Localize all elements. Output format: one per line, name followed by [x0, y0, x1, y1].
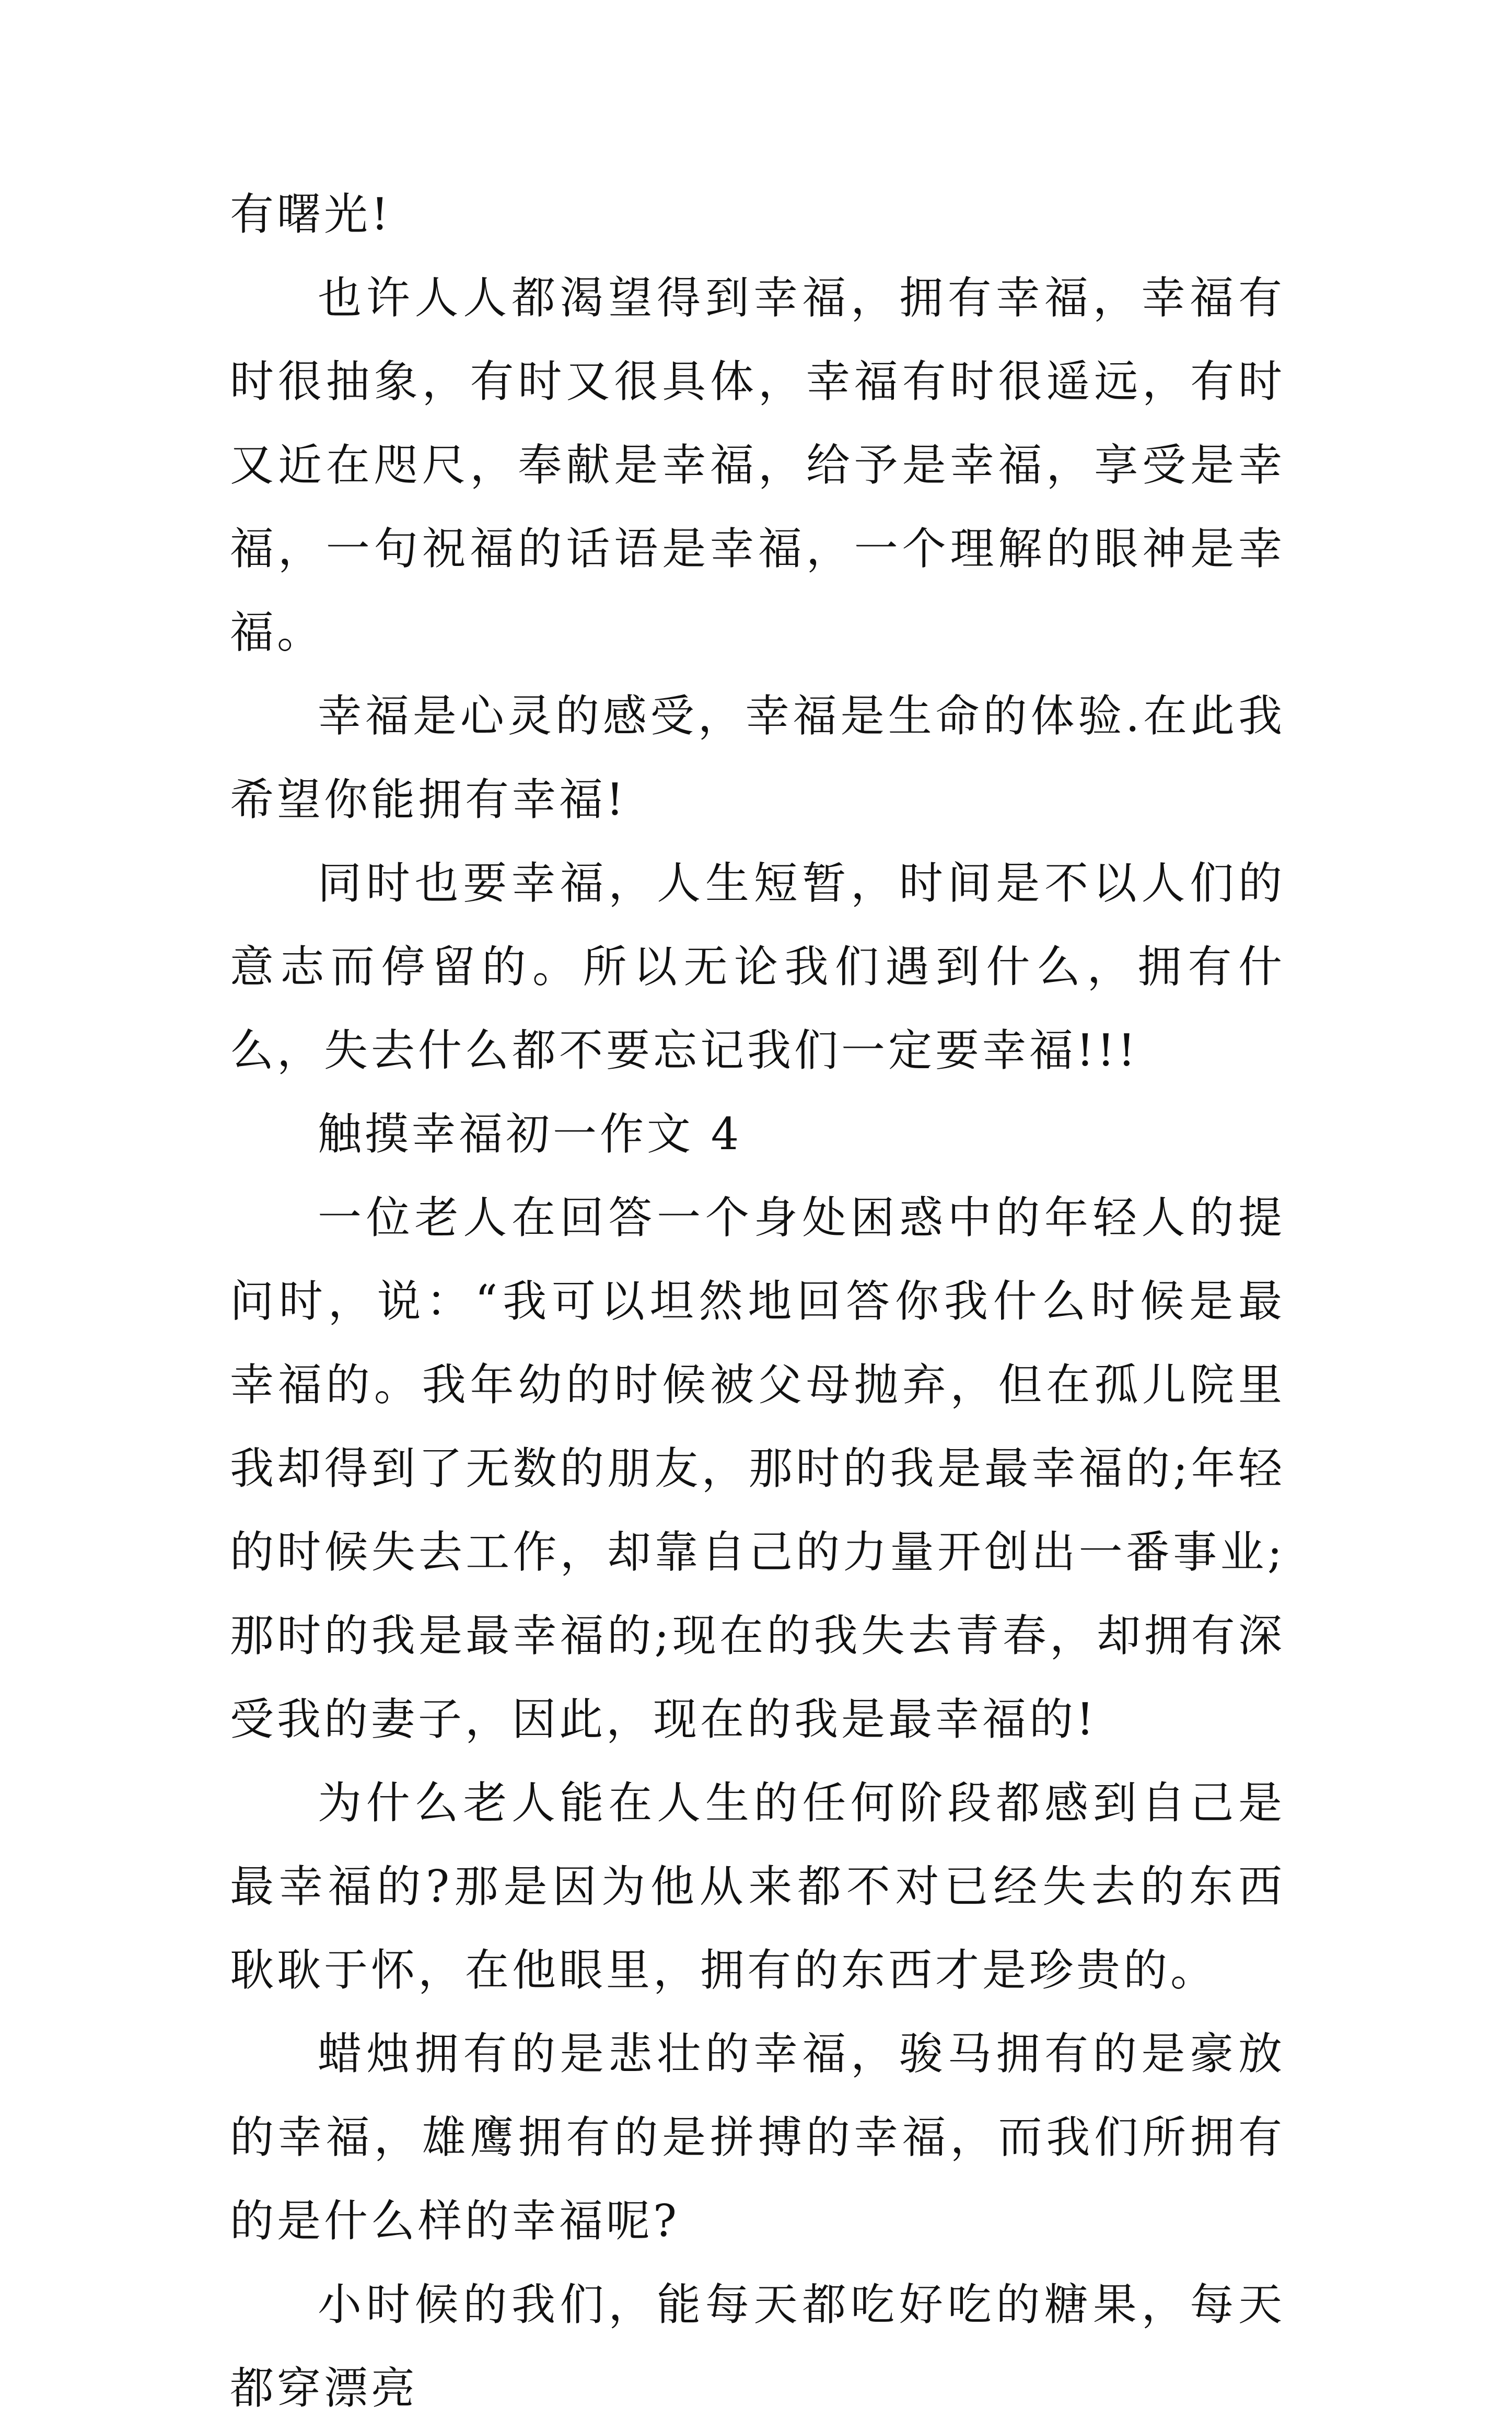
- paragraph: 幸福是心灵的感受，幸福是生命的体验.在此我希望你能拥有幸福!: [230, 690, 1285, 825]
- paragraph: 小时候的我们，能每天都吃好吃的糖果，每天都穿漂亮: [230, 2279, 1285, 2414]
- paragraph: 一位老人在回答一个身处困惑中的年轻人的提问时，说：“我可以坦然地回答你我什么时候是最幸福的。我年幼的时候被父母抛弃，但在孤儿院里我却得到了无数的朋友，那时的我是最幸福的;年轻的时候失去工作，却靠自己的力量开创出一番事业;那时的我是最幸福的;现在的我失去青春，却拥有深受我的妻子，因此，现在的我是最幸福的!: [230, 1192, 1285, 1745]
- paragraph: 蜡烛拥有的是悲壮的幸福，骏马拥有的是豪放的幸福，雄鹰拥有的是拼搏的幸福，而我们所拥有的是什么样的幸福呢?: [230, 2028, 1285, 2247]
- paragraph: 有曙光!: [230, 189, 392, 240]
- text-body: [230, 172, 1285, 2430]
- paragraph: 同时也要幸福，人生短暂，时间是不以人们的意志而停留的。所以无论我们遇到什么，拥有什么，失去什么都不要忘记我们一定要幸福!!!: [230, 858, 1285, 1076]
- paragraph: 为什么老人能在人生的任何阶段都感到自己是最幸福的?那是因为他从来都不对已经失去的东西耿耿于怀，在他眼里，拥有的东西才是珍贵的。: [230, 1777, 1285, 1996]
- paragraph: 也许人人都渴望得到幸福，拥有幸福，幸福有时很抽象，有时又很具体，幸福有时很遥远，有时又近在咫尺，奉献是幸福，给予是幸福，享受是幸福，一句祝福的话语是幸福，一个理解的眼神是幸福。: [230, 272, 1285, 658]
- section-heading: 触摸幸福初一作文 4: [318, 1108, 742, 1160]
